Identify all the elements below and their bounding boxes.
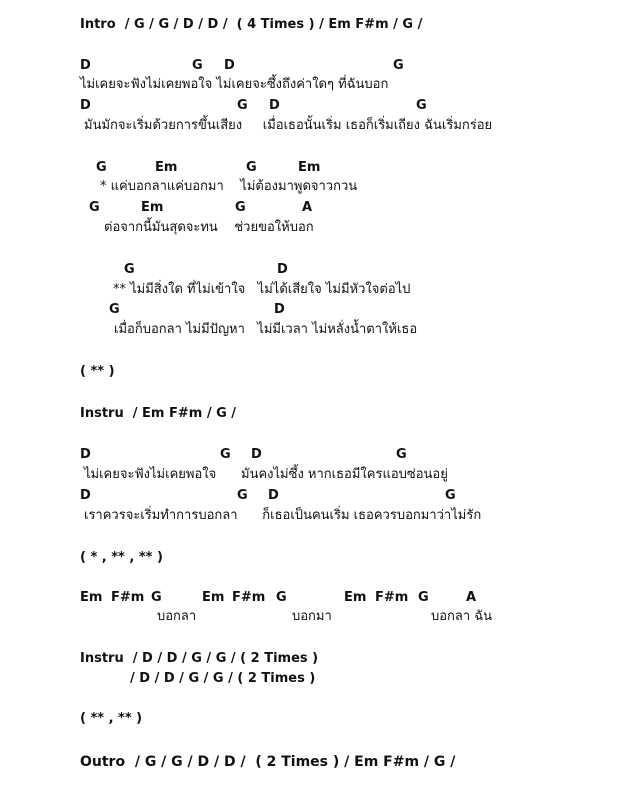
repeat-marker: ( ** ) [80, 364, 115, 379]
chord: G [237, 488, 248, 503]
chord: D [269, 98, 280, 113]
lyric-line: * แค่บอกลาแค่บอกมา ไม่ต้องมาพูดจาวกวน [100, 179, 358, 194]
lyric-line: ต่อจากนี้มันสุดจะทน ช่วยขอให้บอก [104, 220, 314, 235]
chord: D [251, 447, 262, 462]
chord: G [237, 98, 248, 113]
chord: G [220, 447, 231, 462]
repeat-marker: ( ** , ** ) [80, 711, 143, 726]
chord: G [235, 200, 246, 215]
chord: Em [298, 160, 321, 175]
chord: D [80, 447, 91, 462]
chord: D [224, 58, 235, 73]
chord: D [268, 488, 279, 503]
outro-line: Outro / G / G / D / D / ( 2 Times ) / Em F#m / G / [80, 754, 456, 770]
instru-line: Instru / Em F#m / G / [80, 406, 237, 421]
lyric-line: เราควรจะเริ่มทำการบอกลา ก็เธอเป็นคนเริ่ม เธอควรบอกมาว่าไม่รัก [84, 508, 482, 523]
chord: Em [202, 590, 225, 605]
chord: G [396, 447, 407, 462]
chord: G [124, 262, 135, 277]
chord: G [109, 302, 120, 317]
chord: G [445, 488, 456, 503]
chord: A [302, 200, 313, 215]
chord: D [277, 262, 288, 277]
chord: Em [141, 200, 164, 215]
lyric-line: ไม่เคยจะฟังไม่เคยพอใจ ไม่เคยจะซึ้งถึงค่าใดๆ ที่ฉันบอก [80, 77, 389, 92]
chord: G [276, 590, 287, 605]
chord: D [80, 98, 91, 113]
chord: G [151, 590, 162, 605]
chord: D [80, 58, 91, 73]
chord: D [80, 488, 91, 503]
chord: D [274, 302, 285, 317]
lyric-line: มันมักจะเริ่มด้วยการขึ้นเสียง เมื่อเธอนั้นเริ่ม เธอก็เริ่มเถียง ฉันเริ่มกร่อย [84, 118, 493, 133]
chord: F#m [375, 590, 409, 605]
lyric-word: บอกลา [157, 609, 197, 624]
chord: Em [344, 590, 367, 605]
intro-line: Intro / G / G / D / D / ( 4 Times ) / Em F#m / G / [80, 17, 423, 32]
lyric-line: เมื่อก็บอกลา ไม่มีปัญหา ไม่มีเวลา ไม่หลั่งน้ำตาให้เธอ [114, 322, 418, 337]
chord: G [89, 200, 100, 215]
chord: F#m [232, 590, 266, 605]
chord: A [466, 590, 477, 605]
chord: G [393, 58, 404, 73]
chord: G [192, 58, 203, 73]
chord: G [246, 160, 257, 175]
lyric-word: บอกมา [292, 609, 332, 624]
chord: G [96, 160, 107, 175]
lyric-line: ไม่เคยจะฟังไม่เคยพอใจ มันคงไม่ซึ้ง หากเธอมีใครแอบซ่อนอยู่ [84, 467, 448, 482]
instru-line: / D / D / G / G / ( 2 Times ) [130, 671, 316, 686]
lyric-word: บอกลา ฉัน [431, 609, 493, 624]
chord: F#m [111, 590, 145, 605]
chord: G [416, 98, 427, 113]
chord: Em [80, 590, 103, 605]
lyric-line: ** ไม่มีสิ่งใด ที่ไม่เข้าใจ ไม่ได้เสียใจ ไม่มีหัวใจต่อไป [113, 282, 411, 297]
repeat-marker: ( * , ** , ** ) [80, 550, 163, 565]
chord: Em [155, 160, 178, 175]
instru-line: Instru / D / D / G / G / ( 2 Times ) [80, 651, 319, 666]
chord: G [418, 590, 429, 605]
